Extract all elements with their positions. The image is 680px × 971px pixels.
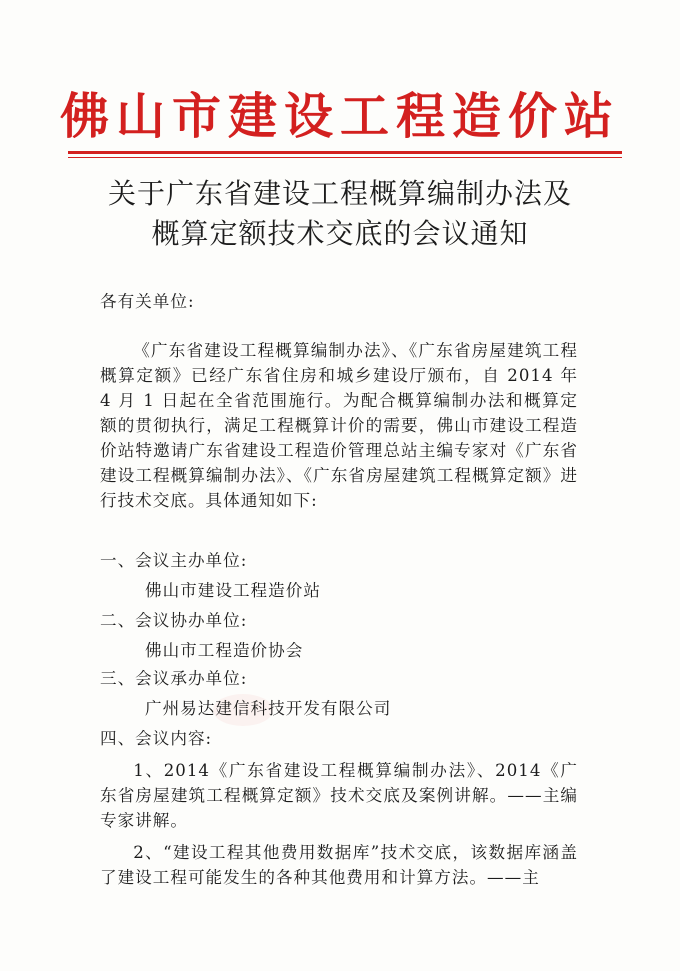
- content-item: 2、“建设工程其他费用数据库”技术交底，该数据库涵盖了建设工程可能发生的各种其他费用和计算方法。——主: [100, 843, 578, 887]
- notice-title-line1: 关于广东省建设工程概算编制办法及: [107, 177, 572, 210]
- section-heading: 二、会议协办单位:: [100, 611, 248, 630]
- letterhead-rule-thin: [68, 157, 622, 158]
- notice-title-line2: 概算定额技术交底的会议通知: [151, 217, 529, 250]
- section-heading: 一、会议主办单位:: [100, 551, 248, 570]
- salutation: 各有关单位:: [100, 292, 195, 311]
- section-value: 佛山市建设工程造价站: [145, 581, 321, 600]
- letterhead-rule-thick: [68, 151, 622, 154]
- content-heading: 四、会议内容:: [100, 729, 213, 748]
- section-value: 广州易达建信科技开发有限公司: [145, 699, 392, 718]
- content-item: 1、2014《广东省建设工程概算编制办法》、2014《广东省房屋建筑工程概算定额》技术交底及案例讲解。——主编专家讲解。: [100, 761, 578, 830]
- intro-paragraph: 《广东省建设工程概算编制办法》、《广东省房屋建筑工程概算定额》已经广东省住房和城乡建设厅颁布，自 2014 年 4 月 1 日起在全省范围施行。为配合概算编制办法和概算定额的贯彻执行，满足工程概算计价的需要，佛山市建设工程造价站特邀请广东省建设工程造价管理总站主编专家对《广东省建设工程概算编制办法》、《广东省房屋建筑工程概算定额》进行技术交底。具体通知如下:: [100, 341, 578, 510]
- org-letterhead: 佛山市建设工程造价站: [59, 87, 620, 145]
- section-value: 佛山市工程造价协会: [145, 641, 304, 660]
- section-heading: 三、会议承办单位:: [100, 669, 248, 688]
